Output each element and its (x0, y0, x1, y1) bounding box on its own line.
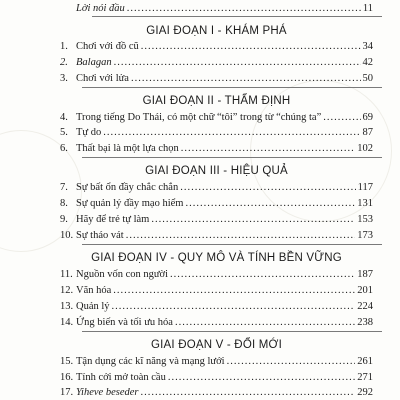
toc-entry-title: Tính cởi mở toàn cầu (76, 372, 166, 383)
toc-entry-title: Sự bất ổn đầy chắc chắn (76, 182, 179, 193)
toc-entry-title: Lời nói đầu (76, 3, 125, 14)
toc-entry-row[interactable] (60, 214, 373, 226)
dot-leader (151, 214, 355, 226)
toc-intro-row[interactable] (60, 3, 373, 15)
section-rule (82, 331, 382, 332)
dot-leader (323, 112, 360, 124)
toc-entry-title: Ứng biến và tối ưu hóa (76, 317, 173, 328)
toc-entry-title: Thất bại là một lựa chọn (76, 143, 179, 154)
toc-entry-number: 14. (60, 317, 74, 328)
toc-entry-page: 131 (357, 198, 373, 209)
toc-entry-title: Tận dụng các kĩ năng và mạng lưới (76, 356, 225, 367)
toc-entry-page: 224 (357, 301, 373, 312)
toc-entry-page: 187 (357, 269, 373, 280)
top-rule (92, 16, 382, 17)
toc-entry-page: 42 (362, 57, 373, 68)
toc-entry-page: 201 (357, 285, 373, 296)
toc-entry-title: Tự do (76, 127, 102, 138)
dot-leader (114, 57, 361, 69)
toc-entry-number: 1. (60, 41, 68, 52)
toc-entry-page: 153 (357, 214, 373, 225)
toc-entry-number: 15. (60, 356, 74, 367)
toc-entry-page: 292 (357, 387, 373, 398)
dot-leader (141, 387, 356, 399)
toc-entry-row[interactable] (60, 73, 373, 85)
toc-entry-row[interactable] (60, 143, 373, 155)
dot-leader (131, 73, 361, 85)
toc-entry-page: 271 (357, 372, 373, 383)
toc-entry-page: 117 (357, 182, 373, 193)
dot-leader (141, 41, 361, 53)
section-heading: GIAI ĐOẠN IV - QUY MÔ VÀ TÍNH BỀN VỮNG (91, 252, 342, 264)
toc-entry-row[interactable] (60, 356, 373, 368)
toc-entry-number: 16. (60, 372, 74, 383)
toc-entry-number: 4. (60, 112, 68, 123)
toc-entry-number: 8. (60, 198, 68, 209)
section-rule (82, 244, 382, 245)
toc-entry-number: 7. (60, 182, 68, 193)
dot-leader (112, 301, 356, 313)
toc-entry-title: Văn hóa (76, 285, 112, 296)
toc-entry-page: 102 (357, 143, 373, 154)
toc-entry-title: Balagan (76, 57, 112, 68)
toc-entry-number: 6. (60, 143, 68, 154)
dot-leader (180, 182, 355, 194)
dot-leader (127, 3, 361, 15)
toc-entry-number: 10. (60, 230, 74, 241)
toc-entry-page: 238 (357, 317, 373, 328)
toc-entry-row[interactable] (60, 372, 373, 384)
toc-entry-number: 13. (60, 301, 74, 312)
section-heading: GIAI ĐOẠN V - ĐỔI MỚI (151, 339, 282, 351)
toc-entry-number: 2. (60, 57, 68, 68)
toc-entry-row[interactable] (60, 198, 373, 210)
toc-entry-title: Sự quản lý đầy mạo hiểm (76, 198, 184, 209)
toc-entry-row[interactable] (60, 41, 373, 53)
toc-entry-number: 17. (60, 387, 74, 398)
toc-entry-page: 34 (362, 41, 373, 52)
section-rule (82, 157, 382, 158)
dot-leader (175, 317, 355, 329)
toc-entry-number: 11. (60, 269, 73, 280)
section-heading: GIAI ĐOẠN I - KHÁM PHÁ (146, 25, 287, 37)
toc-entry-row[interactable] (60, 182, 373, 194)
toc-entry-title: Nguồn vốn con người (76, 269, 169, 280)
toc-entry-number: 5. (60, 127, 68, 138)
toc-entry-row[interactable] (60, 387, 373, 399)
toc-entry-title: Yiheve beseder (76, 387, 139, 398)
toc-entry-page: 11 (362, 3, 373, 14)
dot-leader (227, 356, 356, 368)
toc-entry-number: 3. (60, 73, 68, 84)
section-heading: GIAI ĐOẠN II - THẨM ĐỊNH (142, 95, 291, 107)
toc-entry-page: 173 (357, 230, 373, 241)
toc-entry-title: Trong tiếng Do Thái, có một chữ “tôi” trong từ “chúng ta” (76, 112, 322, 123)
dot-leader (185, 198, 355, 210)
toc-entry-row[interactable] (60, 301, 373, 313)
toc-entry-page: 50 (362, 73, 373, 84)
toc-entry-page: 261 (357, 356, 373, 367)
toc-entry-title: Hãy để trẻ tự làm (76, 214, 150, 225)
toc-entry-row[interactable] (60, 57, 373, 69)
dot-leader (103, 127, 360, 139)
toc-entry-row[interactable] (60, 230, 373, 242)
toc-entry-title: Chơi với đồ cũ (76, 41, 139, 52)
toc-entry-page: 69 (362, 112, 373, 123)
toc-entry-title: Quản lý (76, 301, 110, 312)
toc-entry-row[interactable] (60, 269, 373, 281)
dot-leader (126, 230, 356, 242)
toc-entry-title: Chơi với lửa (76, 73, 129, 84)
toc-entry-page: 87 (362, 127, 373, 138)
toc-entry-row[interactable] (60, 285, 373, 297)
section-rule (82, 87, 382, 88)
dot-leader (113, 285, 355, 297)
dot-leader (168, 372, 355, 384)
toc-entry-row[interactable] (60, 112, 373, 124)
toc-entry-row[interactable] (60, 127, 373, 139)
toc-entry-number: 12. (60, 285, 74, 296)
toc-entry-number: 9. (60, 214, 68, 225)
toc-entry-row[interactable] (60, 317, 373, 329)
dot-leader (170, 269, 355, 281)
section-heading: GIAI ĐOẠN III - HIỆU QUẢ (145, 165, 288, 177)
dot-leader (181, 143, 355, 155)
toc-entry-title: Sự tháo vát (76, 230, 124, 241)
